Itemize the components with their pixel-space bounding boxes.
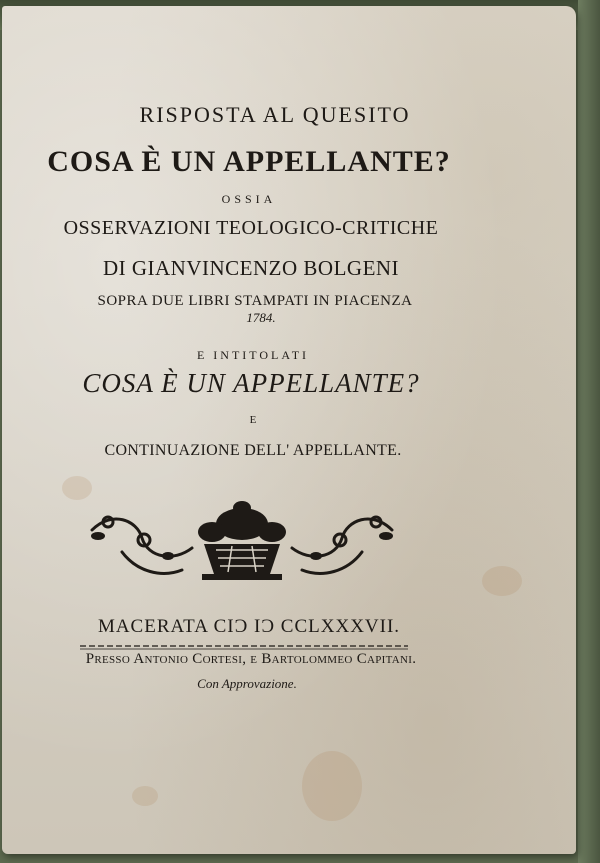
- subject-year: 1784.: [246, 310, 276, 325]
- heading-intitolati: E INTITOLATI: [196, 348, 310, 362]
- author-line: DI GIANVINCENZO BOLGENI: [102, 256, 400, 280]
- imprint-printers: Presso Antonio Cortesi, e Bartolommeo Capitani.: [85, 651, 417, 667]
- foxing-spot: [132, 786, 158, 806]
- floral-basket-vignette-icon: [82, 500, 402, 590]
- continuazione-line: CONTINUAZIONE DELL' APPELLANTE.: [104, 442, 402, 459]
- heading-osservazioni: OSSERVAZIONI TEOLOGICO-CRITICHE: [63, 217, 439, 239]
- backdrop-right: [578, 0, 600, 863]
- foxing-spot: [62, 476, 92, 500]
- title-page: [2, 6, 576, 854]
- imprint-place: MACERATA CIƆ IƆ CCLXXXVII.: [97, 616, 401, 637]
- subject-line: SOPRA DUE LIBRI STAMPATI IN PIACENZA: [97, 293, 413, 309]
- imprint-approval: Con Approvazione.: [197, 676, 297, 691]
- foxing-spot: [482, 566, 522, 596]
- decorative-rule: [80, 642, 408, 650]
- heading-ossia: OSSIA: [221, 192, 277, 206]
- heading-main-title: COSA È UN APPELLANTE?: [47, 145, 451, 178]
- conjunction-e: E: [249, 414, 257, 426]
- foxing-spot: [302, 751, 362, 821]
- heading-risposta: RISPOSTA AL QUESITO: [139, 102, 411, 127]
- italic-title: COSA È UN APPELLANTE?: [82, 368, 420, 398]
